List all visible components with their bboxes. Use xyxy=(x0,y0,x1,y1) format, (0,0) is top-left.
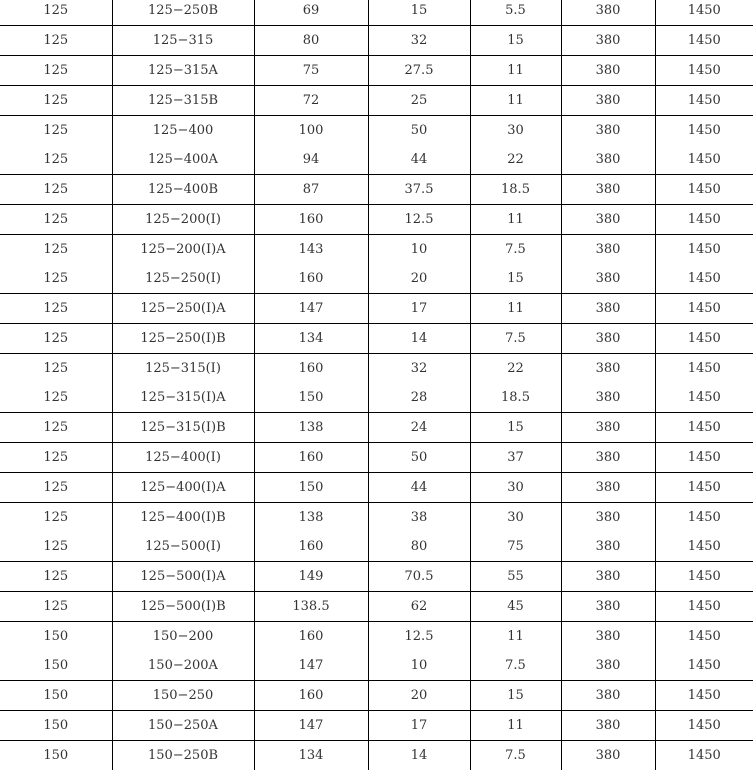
speed-cell: 1450 xyxy=(655,235,753,265)
head-cell: 50 xyxy=(368,116,470,146)
voltage-cell: 380 xyxy=(561,235,655,265)
inlet-diameter-cell: 150 xyxy=(0,681,112,711)
flow-rate-cell: 138 xyxy=(254,413,368,443)
table-row xyxy=(0,294,753,324)
flow-rate-cell: 160 xyxy=(254,532,368,562)
table-row xyxy=(0,264,753,294)
table-row xyxy=(0,503,753,533)
motor-power-cell: 45 xyxy=(470,592,561,622)
motor-power-cell: 18.5 xyxy=(470,175,561,205)
motor-power-cell: 22 xyxy=(470,354,561,384)
flow-rate-cell: 150 xyxy=(254,473,368,503)
head-cell: 44 xyxy=(368,145,470,175)
voltage-cell: 380 xyxy=(561,354,655,384)
flow-rate-cell: 160 xyxy=(254,443,368,473)
table-row xyxy=(0,413,753,443)
flow-rate-cell: 94 xyxy=(254,145,368,175)
speed-cell: 1450 xyxy=(655,681,753,711)
pump-model-cell: 125−315B xyxy=(112,86,254,116)
voltage-cell: 380 xyxy=(561,622,655,652)
pump-model-cell: 125−315(I)B xyxy=(112,413,254,443)
pump-model-cell: 125−315(I)A xyxy=(112,383,254,413)
table-row xyxy=(0,145,753,175)
flow-rate-cell: 75 xyxy=(254,56,368,86)
inlet-diameter-cell: 125 xyxy=(0,205,112,235)
inlet-diameter-cell: 125 xyxy=(0,56,112,86)
motor-power-cell: 15 xyxy=(470,681,561,711)
voltage-cell: 380 xyxy=(561,532,655,562)
table-row xyxy=(0,532,753,562)
speed-cell: 1450 xyxy=(655,205,753,235)
motor-power-cell: 11 xyxy=(470,711,561,741)
inlet-diameter-cell: 125 xyxy=(0,354,112,384)
flow-rate-cell: 87 xyxy=(254,175,368,205)
inlet-diameter-cell: 125 xyxy=(0,503,112,533)
speed-cell: 1450 xyxy=(655,324,753,354)
head-cell: 50 xyxy=(368,443,470,473)
pump-model-cell: 125−315 xyxy=(112,26,254,56)
pump-model-cell: 125−400 xyxy=(112,116,254,146)
pump-model-cell: 125−315A xyxy=(112,56,254,86)
pump-model-cell: 125−250(I)A xyxy=(112,294,254,324)
flow-rate-cell: 69 xyxy=(254,0,368,26)
voltage-cell: 380 xyxy=(561,711,655,741)
motor-power-cell: 15 xyxy=(470,413,561,443)
flow-rate-cell: 147 xyxy=(254,294,368,324)
motor-power-cell: 30 xyxy=(470,473,561,503)
table-row xyxy=(0,324,753,354)
table-row xyxy=(0,175,753,205)
pump-model-cell: 125−400(I)A xyxy=(112,473,254,503)
head-cell: 20 xyxy=(368,681,470,711)
voltage-cell: 380 xyxy=(561,116,655,146)
table-row xyxy=(0,651,753,681)
inlet-diameter-cell: 125 xyxy=(0,145,112,175)
voltage-cell: 380 xyxy=(561,562,655,592)
pump-model-cell: 125−500(I)B xyxy=(112,592,254,622)
table-row xyxy=(0,681,753,711)
inlet-diameter-cell: 125 xyxy=(0,116,112,146)
voltage-cell: 380 xyxy=(561,592,655,622)
motor-power-cell: 11 xyxy=(470,205,561,235)
pump-model-cell: 125−500(I) xyxy=(112,532,254,562)
table-row xyxy=(0,26,753,56)
motor-power-cell: 11 xyxy=(470,86,561,116)
table-row xyxy=(0,562,753,592)
inlet-diameter-cell: 150 xyxy=(0,711,112,741)
voltage-cell: 380 xyxy=(561,443,655,473)
head-cell: 15 xyxy=(368,0,470,26)
speed-cell: 1450 xyxy=(655,651,753,681)
head-cell: 37.5 xyxy=(368,175,470,205)
voltage-cell: 380 xyxy=(561,145,655,175)
head-cell: 44 xyxy=(368,473,470,503)
motor-power-cell: 5.5 xyxy=(470,0,561,26)
pump-model-cell: 125−250(I) xyxy=(112,264,254,294)
pump-model-cell: 125−400B xyxy=(112,175,254,205)
table-row xyxy=(0,235,753,265)
head-cell: 32 xyxy=(368,26,470,56)
flow-rate-cell: 143 xyxy=(254,235,368,265)
flow-rate-cell: 160 xyxy=(254,264,368,294)
inlet-diameter-cell: 125 xyxy=(0,0,112,26)
speed-cell: 1450 xyxy=(655,383,753,413)
flow-rate-cell: 80 xyxy=(254,26,368,56)
head-cell: 17 xyxy=(368,711,470,741)
voltage-cell: 380 xyxy=(561,651,655,681)
speed-cell: 1450 xyxy=(655,294,753,324)
speed-cell: 1450 xyxy=(655,443,753,473)
speed-cell: 1450 xyxy=(655,86,753,116)
table-row xyxy=(0,86,753,116)
flow-rate-cell: 72 xyxy=(254,86,368,116)
speed-cell: 1450 xyxy=(655,741,753,770)
inlet-diameter-cell: 125 xyxy=(0,26,112,56)
inlet-diameter-cell: 125 xyxy=(0,86,112,116)
speed-cell: 1450 xyxy=(655,532,753,562)
head-cell: 10 xyxy=(368,235,470,265)
speed-cell: 1450 xyxy=(655,592,753,622)
pump-model-cell: 125−250(I)B xyxy=(112,324,254,354)
pump-model-cell: 150−250 xyxy=(112,681,254,711)
pump-model-cell: 150−250A xyxy=(112,711,254,741)
flow-rate-cell: 138 xyxy=(254,503,368,533)
motor-power-cell: 7.5 xyxy=(470,741,561,770)
flow-rate-cell: 134 xyxy=(254,324,368,354)
motor-power-cell: 18.5 xyxy=(470,383,561,413)
head-cell: 20 xyxy=(368,264,470,294)
motor-power-cell: 11 xyxy=(470,294,561,324)
head-cell: 14 xyxy=(368,741,470,770)
motor-power-cell: 7.5 xyxy=(470,235,561,265)
voltage-cell: 380 xyxy=(561,56,655,86)
flow-rate-cell: 138.5 xyxy=(254,592,368,622)
voltage-cell: 380 xyxy=(561,26,655,56)
voltage-cell: 380 xyxy=(561,681,655,711)
motor-power-cell: 30 xyxy=(470,116,561,146)
head-cell: 27.5 xyxy=(368,56,470,86)
pump-model-cell: 125−400(I)B xyxy=(112,503,254,533)
inlet-diameter-cell: 150 xyxy=(0,741,112,770)
head-cell: 12.5 xyxy=(368,205,470,235)
speed-cell: 1450 xyxy=(655,622,753,652)
flow-rate-cell: 160 xyxy=(254,205,368,235)
speed-cell: 1450 xyxy=(655,264,753,294)
speed-cell: 1450 xyxy=(655,413,753,443)
motor-power-cell: 22 xyxy=(470,145,561,175)
table-row xyxy=(0,741,753,770)
voltage-cell: 380 xyxy=(561,413,655,443)
voltage-cell: 380 xyxy=(561,264,655,294)
motor-power-cell: 7.5 xyxy=(470,651,561,681)
head-cell: 24 xyxy=(368,413,470,443)
inlet-diameter-cell: 125 xyxy=(0,264,112,294)
pump-model-cell: 125−315(I) xyxy=(112,354,254,384)
table-row xyxy=(0,711,753,741)
head-cell: 28 xyxy=(368,383,470,413)
speed-cell: 1450 xyxy=(655,562,753,592)
head-cell: 25 xyxy=(368,86,470,116)
pump-model-cell: 125−400A xyxy=(112,145,254,175)
speed-cell: 1450 xyxy=(655,503,753,533)
motor-power-cell: 11 xyxy=(470,56,561,86)
inlet-diameter-cell: 125 xyxy=(0,383,112,413)
inlet-diameter-cell: 125 xyxy=(0,562,112,592)
flow-rate-cell: 100 xyxy=(254,116,368,146)
inlet-diameter-cell: 125 xyxy=(0,294,112,324)
motor-power-cell: 11 xyxy=(470,622,561,652)
voltage-cell: 380 xyxy=(561,473,655,503)
head-cell: 70.5 xyxy=(368,562,470,592)
flow-rate-cell: 160 xyxy=(254,681,368,711)
voltage-cell: 380 xyxy=(561,0,655,26)
flow-rate-cell: 160 xyxy=(254,354,368,384)
pump-model-cell: 150−250B xyxy=(112,741,254,770)
voltage-cell: 380 xyxy=(561,324,655,354)
table-row xyxy=(0,354,753,384)
speed-cell: 1450 xyxy=(655,473,753,503)
inlet-diameter-cell: 150 xyxy=(0,651,112,681)
motor-power-cell: 15 xyxy=(470,26,561,56)
inlet-diameter-cell: 125 xyxy=(0,532,112,562)
table-row xyxy=(0,443,753,473)
table-row xyxy=(0,622,753,652)
flow-rate-cell: 150 xyxy=(254,383,368,413)
motor-power-cell: 75 xyxy=(470,532,561,562)
motor-power-cell: 55 xyxy=(470,562,561,592)
table-row xyxy=(0,0,753,26)
inlet-diameter-cell: 125 xyxy=(0,175,112,205)
pump-model-cell: 125−200(I)A xyxy=(112,235,254,265)
pump-model-cell: 125−400(I) xyxy=(112,443,254,473)
voltage-cell: 380 xyxy=(561,205,655,235)
inlet-diameter-cell: 125 xyxy=(0,413,112,443)
head-cell: 10 xyxy=(368,651,470,681)
speed-cell: 1450 xyxy=(655,26,753,56)
head-cell: 14 xyxy=(368,324,470,354)
inlet-diameter-cell: 125 xyxy=(0,235,112,265)
table-row xyxy=(0,383,753,413)
flow-rate-cell: 134 xyxy=(254,741,368,770)
inlet-diameter-cell: 125 xyxy=(0,592,112,622)
speed-cell: 1450 xyxy=(655,145,753,175)
head-cell: 80 xyxy=(368,532,470,562)
motor-power-cell: 7.5 xyxy=(470,324,561,354)
speed-cell: 1450 xyxy=(655,116,753,146)
head-cell: 17 xyxy=(368,294,470,324)
inlet-diameter-cell: 150 xyxy=(0,622,112,652)
pump-model-cell: 150−200 xyxy=(112,622,254,652)
motor-power-cell: 30 xyxy=(470,503,561,533)
flow-rate-cell: 147 xyxy=(254,711,368,741)
table-row xyxy=(0,205,753,235)
flow-rate-cell: 160 xyxy=(254,622,368,652)
voltage-cell: 380 xyxy=(561,294,655,324)
motor-power-cell: 15 xyxy=(470,264,561,294)
speed-cell: 1450 xyxy=(655,175,753,205)
speed-cell: 1450 xyxy=(655,0,753,26)
table-row xyxy=(0,592,753,622)
table-row xyxy=(0,56,753,86)
inlet-diameter-cell: 125 xyxy=(0,443,112,473)
pump-model-cell: 125−500(I)A xyxy=(112,562,254,592)
head-cell: 38 xyxy=(368,503,470,533)
motor-power-cell: 37 xyxy=(470,443,561,473)
table-row xyxy=(0,473,753,503)
voltage-cell: 380 xyxy=(561,741,655,770)
flow-rate-cell: 149 xyxy=(254,562,368,592)
head-cell: 12.5 xyxy=(368,622,470,652)
speed-cell: 1450 xyxy=(655,711,753,741)
speed-cell: 1450 xyxy=(655,354,753,384)
head-cell: 62 xyxy=(368,592,470,622)
pump-model-cell: 125−200(I) xyxy=(112,205,254,235)
speed-cell: 1450 xyxy=(655,56,753,86)
voltage-cell: 380 xyxy=(561,503,655,533)
pump-model-cell: 150−200A xyxy=(112,651,254,681)
flow-rate-cell: 147 xyxy=(254,651,368,681)
voltage-cell: 380 xyxy=(561,86,655,116)
inlet-diameter-cell: 125 xyxy=(0,473,112,503)
table-row xyxy=(0,116,753,146)
voltage-cell: 380 xyxy=(561,383,655,413)
inlet-diameter-cell: 125 xyxy=(0,324,112,354)
pump-model-cell: 125−250B xyxy=(112,0,254,26)
voltage-cell: 380 xyxy=(561,175,655,205)
head-cell: 32 xyxy=(368,354,470,384)
